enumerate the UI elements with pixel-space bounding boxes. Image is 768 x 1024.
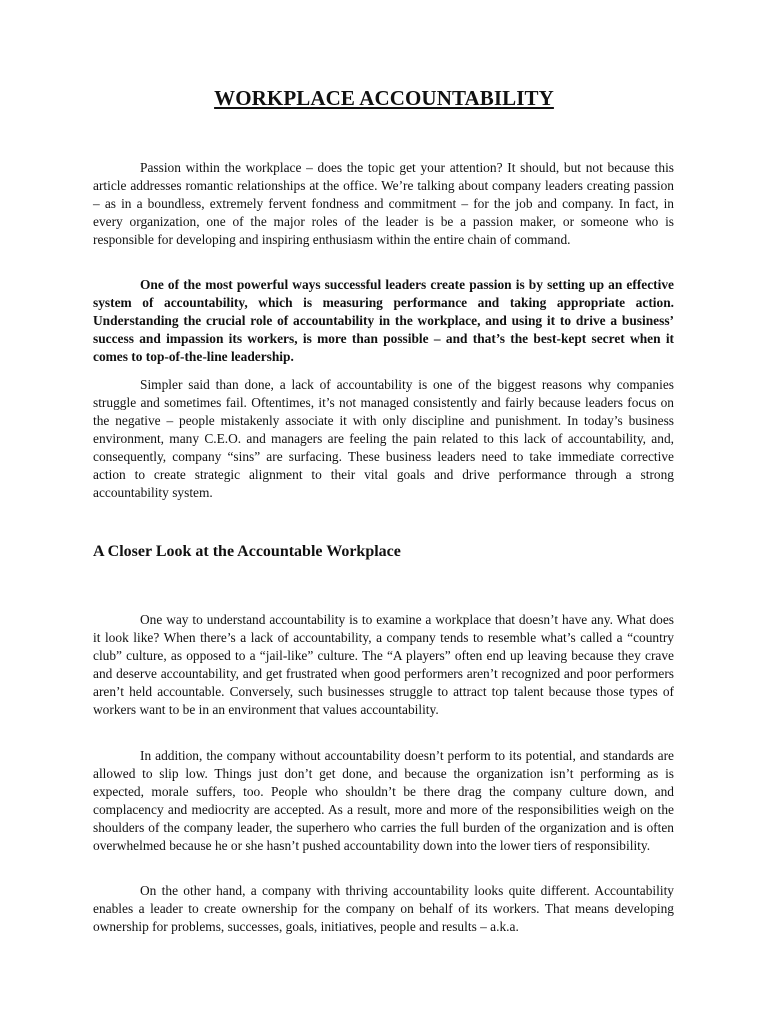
paragraph-simpler-said: Simpler said than done, a lack of accountability is one of the biggest reasons why companies struggle and sometimes fail. Oftentimes, it’s not managed consistently and fairly because leaders focus on the negative – people mistakenly associate it with only discipline and punishment. In today’s business environment, many C.E.O. and managers are feeling the pain related to this lack of accountability, and, consequently, company “sins” are surfacing. These business leaders need to take immediate corrective action to create strategic alignment to their vital goals and drive performance through a strong accountability system. xyxy=(93,377,674,500)
section-heading: A Closer Look at the Accountable Workplace xyxy=(93,543,401,560)
paragraph-in-addition: In addition, the company without accountability doesn’t perform to its potential, and standards are allowed to slip low. Things just don’t get done, and because the organization isn’t performing as is expected, morale suffers, too. People who shouldn’t be there drag the company culture down, and complacency and mediocrity are accepted. As a result, more and more of the responsibilities weigh on the shoulders of the company leader, the superhero who carries the full burden of the organization and is often overwhelmed because he or she hasn’t pushed accountability down into the lower tiers of responsibility. xyxy=(93,748,674,853)
paragraph-powerful-ways: One of the most powerful ways successful leaders create passion is by setting up an effective system of accountability, which is measuring performance and taking appropriate action. Understanding the crucial role of accountability in the workplace, and using it to drive a business’ success and impassion its workers, is more than possible – and that’s the best-kept secret when it comes to top-of-the-line leadership. xyxy=(93,277,674,364)
paragraph-one-way: One way to understand accountability is to examine a workplace that doesn’t have any. What does it look like? When there’s a lack of accountability, a company tends to resemble what’s called a “country club” culture, as opposed to a “jail-like” culture. The “A players” often end up leaving because they crave and deserve accountability, and get frustrated when good performers aren’t recognized and poor performers aren’t held accountable. Conversely, such businesses struggle to attract top talent because those types of workers want to be in an environment that values accountability. xyxy=(93,612,674,717)
paragraph-other-hand: On the other hand, a company with thriving accountability looks quite different. Accountability enables a leader to create ownership for the company on behalf of its workers. That means developing ownership for problems, successes, goals, initiatives, people and results – a.k.a. xyxy=(93,883,674,934)
document-title: WORKPLACE ACCOUNTABILITY xyxy=(214,86,554,110)
paragraph-passion: Passion within the workplace – does the topic get your attention? It should, but not because this article addresses romantic relationships at the office. We’re talking about company leaders creating passion – as in a boundless, extremely fervent fondness and commitment – for the job and company. In fact, in every organization, one of the major roles of the leader is be a passion maker, or someone who is responsible for developing and inspiring enthusiasm within the entire chain of command. xyxy=(93,160,674,247)
